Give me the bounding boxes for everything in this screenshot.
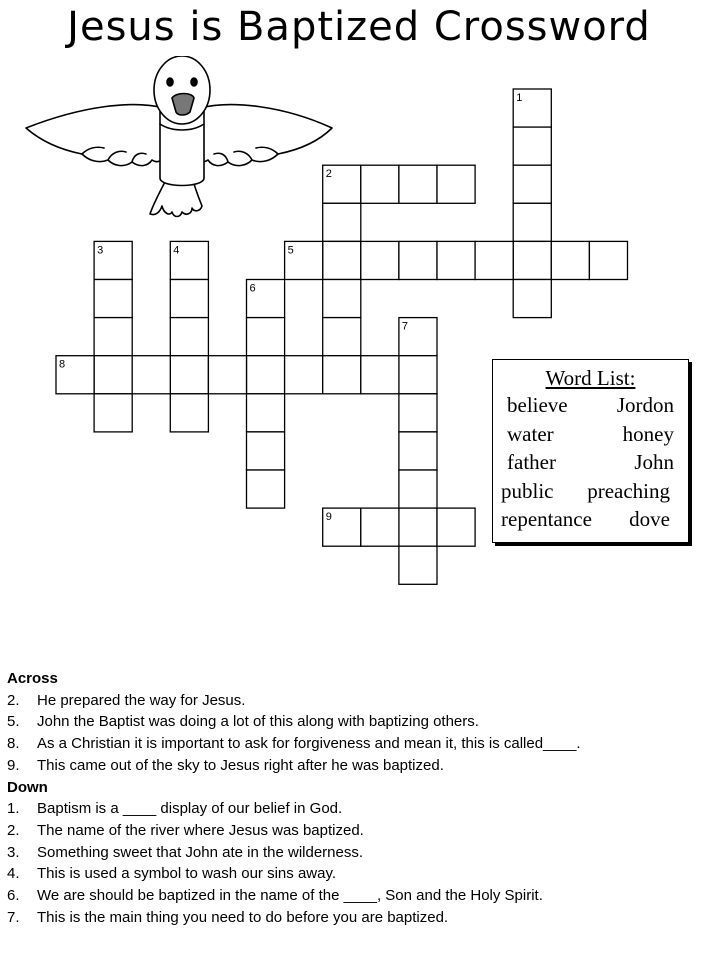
grid-cell (551, 241, 589, 279)
grid-cell (94, 280, 132, 318)
grid-cell (399, 165, 437, 203)
grid-cell (323, 203, 361, 241)
grid-cell (170, 280, 208, 318)
clue-line (7, 885, 712, 907)
grid-cell (247, 356, 285, 394)
word-list-box (492, 359, 689, 543)
word-list-item: preaching (587, 478, 670, 503)
clue-text: As a Christian it is important to ask for forgiveness and mean it, this is called____. (37, 735, 581, 753)
clue-line (7, 755, 712, 777)
grid-cell (437, 165, 475, 203)
word-list-row (493, 477, 688, 506)
grid-cell (513, 127, 551, 165)
grid-cell (170, 356, 208, 394)
grid-cell (247, 318, 285, 356)
clue-text: This is the main thing you need to do before you are baptized. (37, 908, 449, 926)
clue-number: 3. (7, 843, 20, 861)
grid-cell (513, 165, 551, 203)
grid-cell (247, 394, 285, 432)
grid-cell (323, 356, 361, 394)
across-heading: Across (7, 670, 58, 687)
grid-cell (323, 318, 361, 356)
clue-text: This is used a symbol to wash our sins away. (37, 865, 337, 883)
clue-line (7, 907, 712, 929)
clue-text: We are should be baptized in the name of the ____, Son and the Holy Spirit. (37, 887, 543, 905)
word-list-item: believe (507, 393, 568, 417)
clue-line (7, 842, 712, 864)
grid-cell (170, 394, 208, 432)
clue-line (7, 733, 712, 755)
grid-cell (399, 394, 437, 432)
grid-cell (399, 432, 437, 470)
grid-cell (513, 280, 551, 318)
grid-cell (361, 165, 399, 203)
clue-text: Something sweet that John ate in the wilderness. (37, 843, 364, 861)
grid-cell (323, 241, 361, 279)
grid-number: 1 (516, 92, 523, 104)
clue-number: 8. (7, 735, 20, 753)
grid-cell (132, 356, 170, 394)
clue-number: 4. (7, 865, 20, 883)
clue-line (7, 690, 712, 712)
grid-number: 8 (59, 358, 66, 371)
clue-text: The name of the river where Jesus was baptized. (37, 821, 364, 839)
grid-cell (208, 356, 246, 394)
grid-cell (437, 241, 475, 279)
down-heading: Down (7, 778, 48, 796)
grid-cell (94, 318, 132, 356)
grid-cell (513, 203, 551, 241)
grid-number: 6 (249, 282, 256, 295)
grid-cell (247, 432, 285, 470)
clue-number: 2. (7, 691, 20, 709)
clue-number: 5. (7, 713, 20, 731)
page-title: Jesus is Baptized Crossword (67, 4, 651, 50)
clue-number: 9. (7, 756, 20, 774)
clue-line (7, 863, 712, 885)
grid-cell (399, 356, 437, 394)
word-list-row (493, 420, 688, 449)
grid-cell (475, 241, 513, 279)
word-list-item: water (507, 421, 554, 446)
grid-number: 9 (325, 511, 332, 524)
clue-text: He prepared the way for Jesus. (37, 691, 246, 709)
grid-cell (170, 318, 208, 356)
grid-cell (323, 280, 361, 318)
clue-line (7, 798, 712, 820)
grid-number: 4 (173, 244, 180, 257)
clues-section (7, 668, 712, 928)
grid-cell (399, 508, 437, 546)
grid-number: 5 (287, 244, 294, 257)
word-list-row (493, 391, 688, 420)
word-list-item: honey (622, 421, 674, 446)
grid-number: 7 (401, 320, 409, 333)
grid-cell (399, 241, 437, 279)
grid-cell (247, 470, 285, 508)
word-list-heading: Word List: (545, 366, 636, 390)
grid-cell (94, 394, 132, 432)
grid-cell (361, 508, 399, 546)
clue-line (7, 820, 712, 842)
word-list-item: Jordon (616, 393, 674, 417)
clue-text: This came out of the sky to Jesus right after he was baptized. (37, 756, 444, 774)
grid-cell (94, 356, 132, 394)
word-list-item: repentance (501, 507, 592, 531)
grid-cell (285, 356, 323, 394)
grid-cell (437, 508, 475, 546)
clue-number: 2. (7, 821, 20, 839)
clue-number: 7. (7, 908, 20, 926)
clue-number: 1. (7, 800, 20, 818)
grid-cell (361, 241, 399, 279)
grid-cell (361, 356, 399, 394)
clue-text: Baptism is a ____ display of our belief in God. (37, 800, 343, 818)
grid-cell (589, 241, 627, 279)
grid-cell (513, 241, 551, 279)
word-list-item: public (501, 478, 554, 503)
word-list-item: dove (629, 507, 670, 531)
clue-text: John the Baptist was doing a lot of this along with baptizing others. (37, 713, 479, 731)
word-list-row (493, 505, 688, 534)
word-list-row (493, 448, 688, 477)
clue-number: 6. (7, 887, 20, 905)
grid-cell (399, 470, 437, 508)
grid-number: 3 (97, 244, 104, 257)
word-list-item: father (507, 450, 556, 474)
clue-line (7, 711, 712, 733)
grid-number: 2 (325, 168, 332, 181)
word-list-item: John (634, 450, 674, 474)
grid-cell (399, 546, 437, 584)
